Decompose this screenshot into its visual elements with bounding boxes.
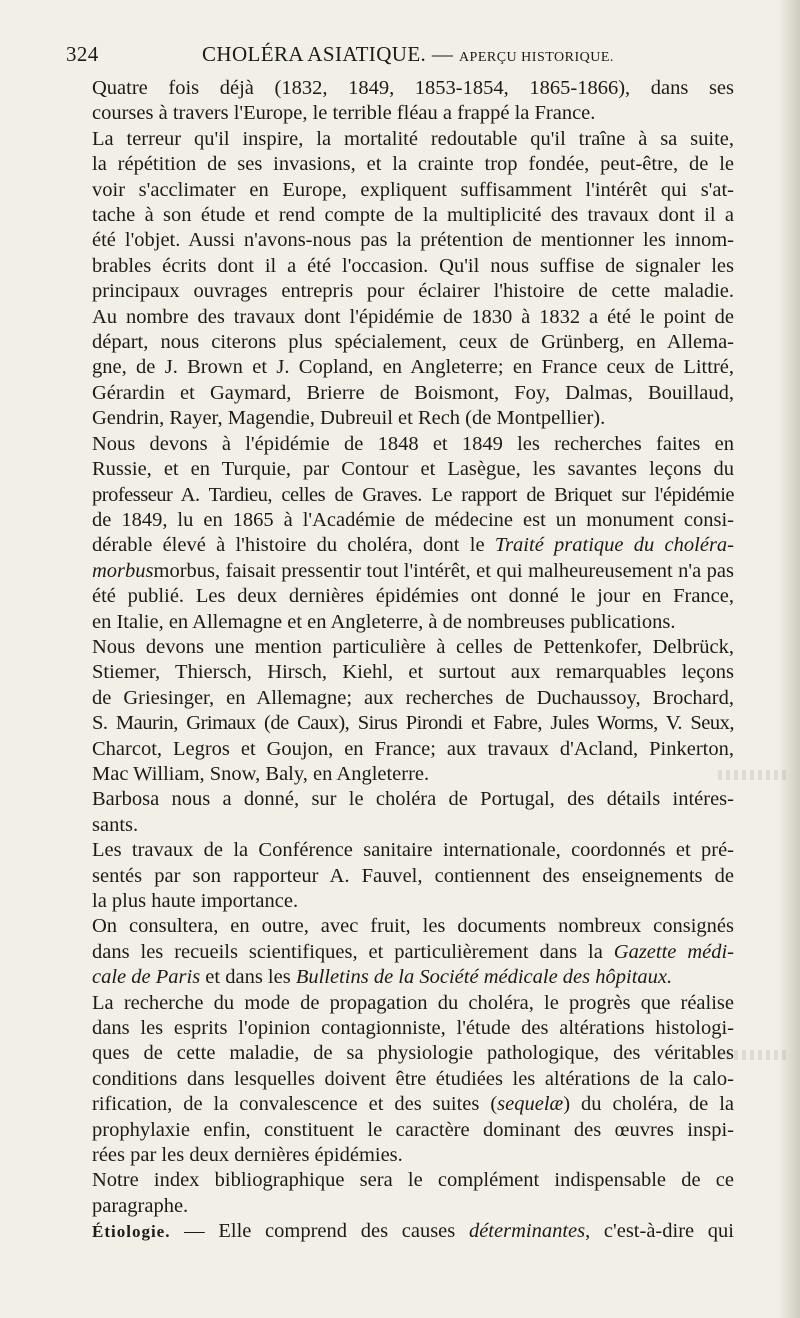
text-line: Russie, et en Turquie, par Contour et Lasègue, les savantes leçons du [92,458,734,481]
text-line: S. Maurin, Grimaux (de Caux), Sirus Pirondi et Fabre, Jules Worms, V. Seux, [92,712,734,735]
text-line: Charcot, Legros et Goujon, en France; aux travaux d'Acland, Pinkerton, [92,737,734,760]
italic-term: déterminantes [468,1220,586,1243]
text-line: voir s'acclimater en Europe, expliquent suffisamment l'intérêt qui s'at- [92,178,734,201]
text-line: prophylaxie enfin, constituent le caractère dominant des œuvres inspi- [92,1118,734,1141]
paragraph [66,432,734,635]
text-line: Étiologie. — Elle comprend des causes déterminantes, c'est-à-dire qui [92,1220,735,1243]
text-line: dérable élevé à l'histoire du choléra, dont le Traité pratique du choléra- [92,534,734,557]
text-line: départ, nous citerons plus spécialement, ceux de Grünberg, en Allema- [92,331,734,354]
header-title: CHOLÉRA ASIATIQUE. — APERÇU HISTORIQUE. [202,42,614,66]
paragraph [66,787,734,838]
page-edge-shadow [778,0,800,1318]
paragraph [66,635,734,787]
italic-title: Bulletins de la Société médicale des hôpitaux. [295,966,673,989]
header-subtitle: APERÇU HISTORIQUE. [458,50,614,65]
text-line: professeur A. Tardieu, celles de Graves. Le rapport de Briquet sur l'épidémie [92,483,734,506]
text-line: brables écrits dont il a été l'occasion. Qu'il nous suffise de signaler les [92,254,734,277]
text-line: Gérardin et Gaymard, Brierre de Boismont, Foy, Dalmas, Bouillaud, [92,381,734,404]
text-line: ques de cette maladie, de sa physiologie pathologique, des véritables [92,1042,734,1065]
text-line: gne, de J. Brown et J. Copland, en Angleterre; en France ceux de Littré, [92,356,734,379]
text-line: Au nombre des travaux dont l'épidémie de 1830 à 1832 a été le point de [92,305,734,328]
text-line: Quatre fois déjà (1832, 1849, 1853-1854, 1865-1866), dans ses [92,77,734,99]
text-line: la plus haute importance. [92,890,299,912]
text-line: en Italie, en Allemagne et en Angleterre, à de nombreuses publications. [92,610,676,633]
italic-title: Traité pratique du choléra- [494,534,734,557]
italic-title: Gazette médi- [613,940,734,963]
text-line: principaux ouvrages entrepris pour éclairer l'histoire de cette maladie. [92,280,734,303]
text-line: été l'objet. Aussi n'avons-nous pas la prétention de mentionner les innom- [92,229,734,252]
italic-title: cale de Paris [92,966,201,989]
text-line: paragraphe. [92,1194,189,1217]
text-line: Gendrin, Rayer, Magendie, Dubreuil et Rech (de Montpellier). [92,407,606,430]
section-keyword: Étiologie. [92,1222,171,1242]
paragraph [66,991,734,1169]
page-number: 324 [66,42,99,66]
running-header [64,42,734,72]
paragraph [66,127,734,432]
paragraph [66,838,734,914]
text-line: de Griesinger, en Allemagne; aux recherches de Duchaussoy, Brochard, [92,686,734,709]
italic-term: sequelæ [497,1093,564,1116]
italic-title: morbus [92,559,154,582]
text-line: conditions dans lesquelles doivent être étudiées les altérations de la calo- [92,1067,734,1090]
body-text [66,76,734,1245]
text-line: Les travaux de la Conférence sanitaire internationale, coordonnés et pré- [92,839,734,862]
text-line: On consultera, en outre, avec fruit, les documents nombreux consignés [92,915,734,938]
text-line: dans les esprits l'opinion contagionniste, l'étude des altérations histologi- [92,1017,734,1040]
text-line: sentés par son rapporteur A. Fauvel, contiennent des enseignements de [92,864,734,887]
paragraph [66,1219,734,1244]
text-line: dans les recueils scientifiques, et particulièrement dans la Gazette médi- [92,940,734,963]
text-line: Notre index bibliographique sera le complément indispensable de ce [92,1169,734,1192]
paragraph [66,914,734,990]
text-line: de 1849, lu en 1865 à l'Académie de médecine est un monument consi- [92,508,734,531]
paragraph [66,1168,734,1219]
text-line: courses à travers l'Europe, le terrible fléau a frappé la France. [92,102,596,125]
text-line: été publié. Les deux dernières épidémies ont donné le jour en France, [92,585,734,608]
text-line: Nous devons à l'épidémie de 1848 et 1849 les recherches faites en [92,432,734,455]
text-line: Nous devons une mention particulière à celles de Pettenkofer, Delbrück, [92,635,734,658]
text-line: Stiemer, Thiersch, Hirsch, Kiehl, et surtout aux remarquables leçons [92,661,734,684]
paragraph [66,76,734,127]
text-line: rées par les deux dernières épidémies. [92,1144,403,1167]
text-line: Mac William, Snow, Baly, en Angleterre. [92,762,430,785]
text-line: cale de Paris et dans les Bulletins de la Société médicale des hôpitaux. [92,966,673,989]
text-line: sants. [92,813,139,836]
text-line: La recherche du mode de propagation du choléra, le progrès que réalise [92,991,734,1014]
text-line: Barbosa nous a donné, sur le choléra de Portugal, des détails intéres- [92,788,734,811]
text-line: La terreur qu'il inspire, la mortalité redoutable qu'il traîne à sa suite, [92,127,734,150]
text-line: rification, de la convalescence et des suites (sequelæ) du choléra, de la [92,1093,734,1116]
text-line: la répétition de ses invasions, et la crainte trop fondée, peut-être, de le [92,153,734,176]
text-line: morbusmorbus, faisait pressentir tout l'intérêt, et qui malheureusement n'a pas [92,559,734,582]
text-line: tache à son étude et rend compte de la multiplicité des travaux dont il a [92,204,734,227]
